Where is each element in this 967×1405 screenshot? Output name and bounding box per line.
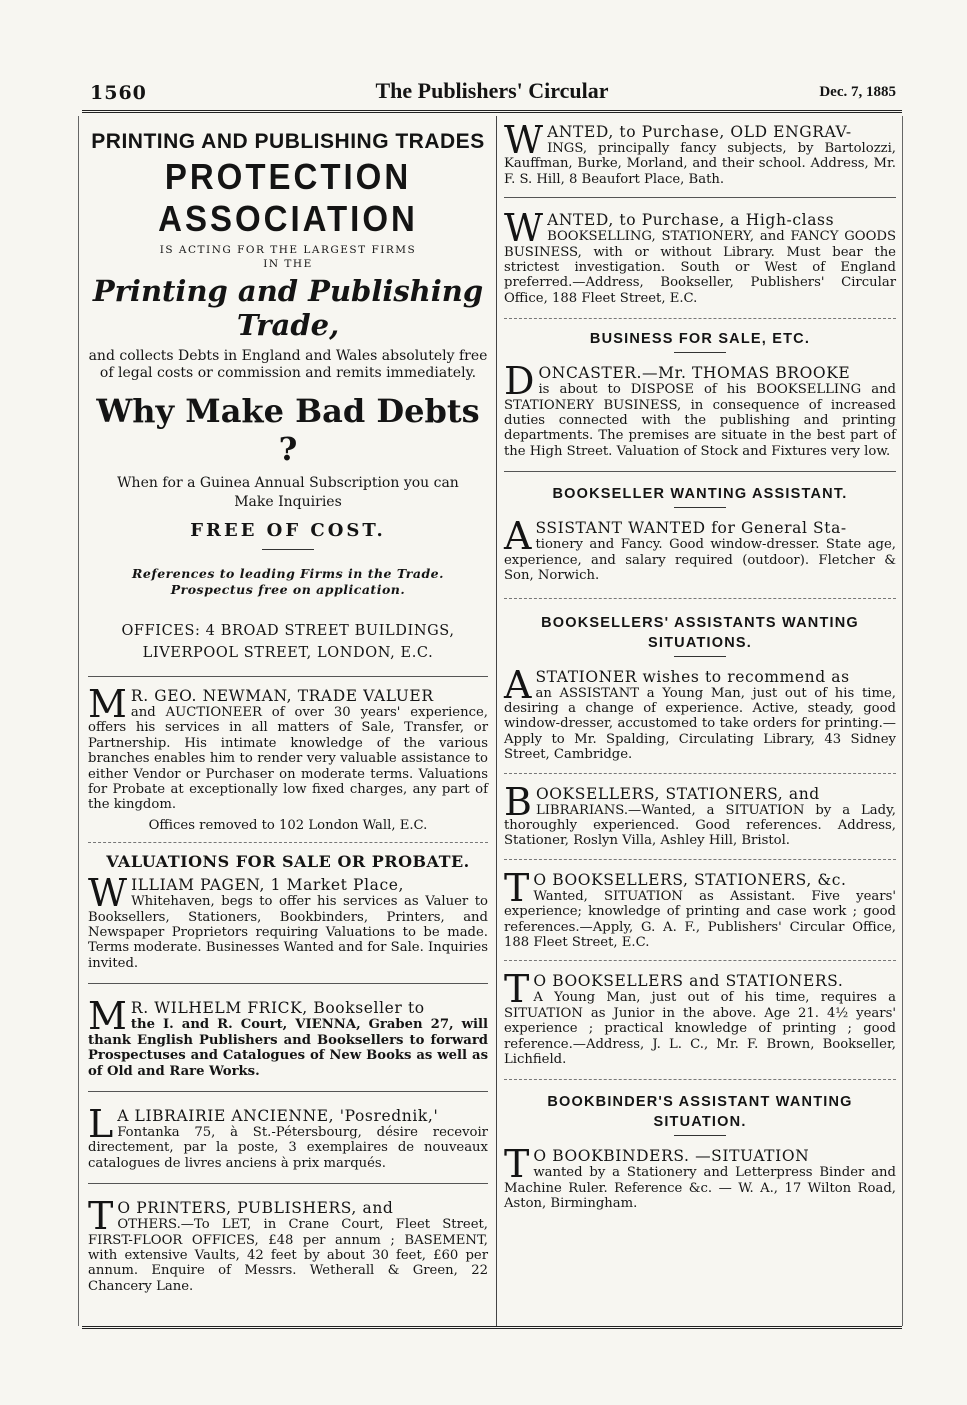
- advert-lead: O BOOKSELLERS, STATIONERS, &c.: [533, 870, 847, 889]
- ptpa-line2: PROTECTION ASSOCIATION: [158, 156, 418, 239]
- advert-body: wanted by a Stationery and Letterpress Binder and Machine Ruler. Reference &c. — W. A., 17 Wilton Road, Aston, Birmingham.: [504, 1165, 896, 1212]
- advert-body: OTHERS.—To LET, in Crane Court, Fleet Street, FIRST-FLOOR OFFICES, £48 per annum ; BASEMENT, with extensive Vaults, 42 feet by about 30 feet, £60 per annum. Enquire of Messrs. Wetherall & Green, 22 Chancery Lane.: [88, 1217, 488, 1294]
- left-border: [78, 116, 79, 1326]
- dropcap: M: [88, 682, 127, 726]
- heading-rule: [674, 1135, 726, 1136]
- divider: [504, 773, 896, 774]
- advert-lead: OOKSELLERS, STATIONERS, and: [535, 784, 820, 803]
- advert-lead: R. GEO. NEWMAN, TRADE VALUER: [130, 687, 434, 705]
- right-column: [504, 118, 896, 1212]
- ptpa-guinea: When for a Guinea Annual Subscription you can Make Inquiries: [117, 475, 459, 510]
- section-heading: VALUATIONS FOR SALE OR PROBATE.: [106, 852, 470, 872]
- dropcap: W: [504, 118, 544, 162]
- lichfield-advert: [504, 967, 896, 1067]
- advert-lead: ANTED, to Purchase, OLD ENGRAV-: [547, 123, 852, 141]
- advert-lead: ONCASTER.—Mr. THOMAS BROOKE: [538, 364, 851, 383]
- dropcap: T: [504, 967, 530, 1012]
- advert-body: Whitehaven, begs to offer his services as Valuer to Booksellers, Stationers, Bookbinders, Printers, and Newspaper Proprietors requiring Valuations to be made. Terms moderate. Businesses Wanted and for Sale. Inquiries invited.: [88, 894, 488, 971]
- advert-offices: Offices removed to 102 London Wall, E.C.: [148, 817, 428, 833]
- ptpa-line3: IS ACTING FOR THE LARGEST FIRMS: [159, 244, 417, 256]
- issue-date: Dec. 7, 1885: [819, 84, 896, 100]
- birmingham-advert: [504, 1142, 896, 1212]
- divider: [88, 983, 488, 984]
- advert-body: tionery and Fancy. Good window-dresser. State age, experience, and salary required (outdoor). Fletcher & Son, Norwich.: [504, 537, 896, 584]
- ptpa-rule: [262, 549, 314, 550]
- ptpa-line4: IN THE: [263, 258, 313, 270]
- ptpa-advert: [88, 130, 488, 664]
- advert-lead: A LIBRAIRIE ANCIENNE, 'Posrednik,': [117, 1106, 439, 1125]
- heading-rule: [674, 507, 726, 508]
- dropcap: A: [504, 662, 532, 707]
- section-heading-2: SITUATIONS.: [648, 634, 752, 651]
- divider: [504, 1079, 896, 1080]
- valuations-advert: [88, 852, 488, 971]
- advert-body: Wanted, SITUATION as Assistant. Five years' experience; knowledge of printing and case work ; good references.—Apply, G. A. F., Publishers' Circular Office, 188 Fleet Street, E.C.: [504, 888, 896, 950]
- advert-lead: STATIONER wishes to recommend as: [535, 667, 850, 686]
- advert-body: LIBRARIANS.—Wanted, a SITUATION by a Lady, thoroughly experienced. Good references. Address, Stationer, Roslyn Villa, Ashley Hill, Bristol.: [504, 802, 896, 849]
- ptpa-offices1: OFFICES: 4 BROAD STREET BUILDINGS,: [121, 623, 455, 639]
- divider: [88, 676, 488, 677]
- ptpa-why: Why Make Bad Debts ?: [96, 392, 480, 468]
- advert-body: is about to DISPOSE of his BOOKSELLING and STATIONERY BUSINESS, in consequence of increased duties connected with the publishing and printing departments. The premises are situate in the best part of the High Street. Valuation of Stock and Fixtures very low.: [504, 382, 896, 459]
- header-rule: [82, 110, 902, 113]
- footer-rule: [82, 1326, 902, 1329]
- divider: [504, 598, 896, 599]
- doncaster-advert: [504, 359, 896, 459]
- section-heading: BOOKSELLER WANTING ASSISTANT.: [552, 486, 848, 503]
- newman-advert: [88, 682, 488, 833]
- dropcap: T: [88, 1194, 114, 1239]
- engravings-advert: [504, 118, 896, 187]
- ptpa-offices2: LIVERPOOL STREET, LONDON, E.C.: [142, 645, 434, 661]
- heading-rule: [674, 352, 726, 353]
- dropcap: D: [504, 359, 535, 404]
- column-divider: [496, 116, 497, 1326]
- divider: [504, 318, 896, 319]
- advert-body: BOOKSELLING, STATIONERY, and FANCY GOODS BUSINESS, with or without Library. Must bear the strictest investigation. South or West of England preferred.—Address, Bookseller, Publishers' Circular Office, 188 Fleet Street, E.C.: [504, 229, 896, 306]
- ptpa-refs1: References to leading Firms in the Trade.: [132, 566, 444, 581]
- advert-lead: SSISTANT WANTED for General Sta-: [535, 519, 847, 538]
- ptpa-trade: Printing and Publishing Trade,: [92, 274, 484, 342]
- publication-title: The Publishers' Circular: [375, 78, 609, 103]
- advert-lead: R. WILHELM FRICK, Bookseller to: [130, 999, 425, 1018]
- dropcap: T: [504, 1142, 530, 1187]
- dropcap: A: [504, 514, 532, 559]
- librairie-advert: [88, 1101, 488, 1171]
- advert-body: Fontanka 75, à St.-Pétersbourg, désire recevoir directement, par la poste, 3 exemplaires de nouveaux catalogues de livres anciens à prix marqués.: [88, 1124, 488, 1171]
- advert-lead: O BOOKSELLERS and STATIONERS.: [533, 972, 844, 991]
- gaf-advert: [504, 865, 896, 951]
- dropcap: W: [504, 206, 544, 251]
- advert-lead: ANTED, to Purchase, a High-class: [547, 211, 835, 230]
- dropcap: L: [88, 1101, 114, 1146]
- advert-body: A Young Man, just out of his time, requires a SITUATION as Junior in the above. Age 21. 4½ years' experience ; practical knowledge of printing ; good reference.—Address, J. L. C., Mr. F. Brown, Bookseller, Lichfield.: [504, 990, 896, 1067]
- advert-body: INGS, principally fancy subjects, by Bartolozzi, Kauffman, Burke, Morland, and their school. Address, Mr. F. S. Hill, 8 Beaufort Place, Bath.: [504, 141, 896, 187]
- divider: [88, 1091, 488, 1092]
- divider: [504, 471, 896, 472]
- advert-lead: ILLIAM PAGEN, 1 Market Place,: [131, 876, 405, 895]
- heading-rule: [674, 656, 726, 657]
- divider: [504, 960, 896, 961]
- advert-lead: O BOOKBINDERS. —SITUATION: [533, 1147, 810, 1166]
- advert-lead: O PRINTERS, PUBLISHERS, and: [117, 1199, 394, 1218]
- section-heading: BOOKSELLERS' ASSISTANTS WANTING: [541, 614, 859, 631]
- divider: [88, 1183, 488, 1184]
- ptpa-free: FREE OF COST.: [190, 520, 386, 541]
- high-class-advert: [504, 206, 896, 306]
- dropcap: B: [504, 779, 532, 824]
- section-heading-2: SITUATION.: [653, 1114, 747, 1131]
- divider: [504, 859, 896, 860]
- divider: [88, 842, 488, 843]
- page-header: [82, 76, 902, 106]
- section-heading: BUSINESS FOR SALE, ETC.: [589, 331, 811, 348]
- ptpa-refs2: Prospectus free on application.: [170, 582, 406, 597]
- left-column: [88, 122, 488, 1294]
- frick-advert: [88, 994, 488, 1079]
- spalding-advert: [504, 662, 896, 763]
- page-number: 1560: [90, 82, 147, 104]
- advert-body: an ASSISTANT a Young Man, just out of his time, desiring a change of experience. Active, steady, good window-dresser, accustomed to take orders for printing.—Apply to Mr. Spalding, Circulating Library, 43 Sidney Street, Cambridge.: [504, 685, 896, 763]
- ptpa-line1: PRINTING AND PUBLISHING TRADES: [91, 130, 485, 153]
- dropcap: W: [88, 871, 128, 916]
- fletcher-advert: [504, 514, 896, 584]
- dropcap: M: [88, 994, 127, 1039]
- newspaper-page: [82, 64, 902, 1334]
- section-heading: BOOKBINDER'S ASSISTANT WANTING: [547, 1094, 853, 1111]
- dropcap: T: [504, 865, 530, 910]
- printers-advert: [88, 1194, 488, 1294]
- divider: [504, 197, 896, 198]
- ptpa-collects: and collects Debts in England and Wales absolutely free of legal costs or commission and remits immediately.: [88, 348, 488, 381]
- advert-body: the I. and R. Court, VIENNA, Graben 27, will thank English Publishers and Booksellers to forward Prospectuses and Catalogues of New Books as well as of Old and Rare Works.: [88, 1017, 488, 1079]
- right-border: [902, 116, 903, 1326]
- bristol-advert: [504, 779, 896, 849]
- advert-body: and AUCTIONEER of over 30 years' experience, offers his services in all matters of Sale, Transfer, or Partnership. His intimate knowledge of the various branches enables him to render very valuable assistance to either Vendor or Purchaser on moderate terms. Valuations for Probate at exceptionally low fixed charges, any part of the kingdom.: [88, 705, 488, 813]
